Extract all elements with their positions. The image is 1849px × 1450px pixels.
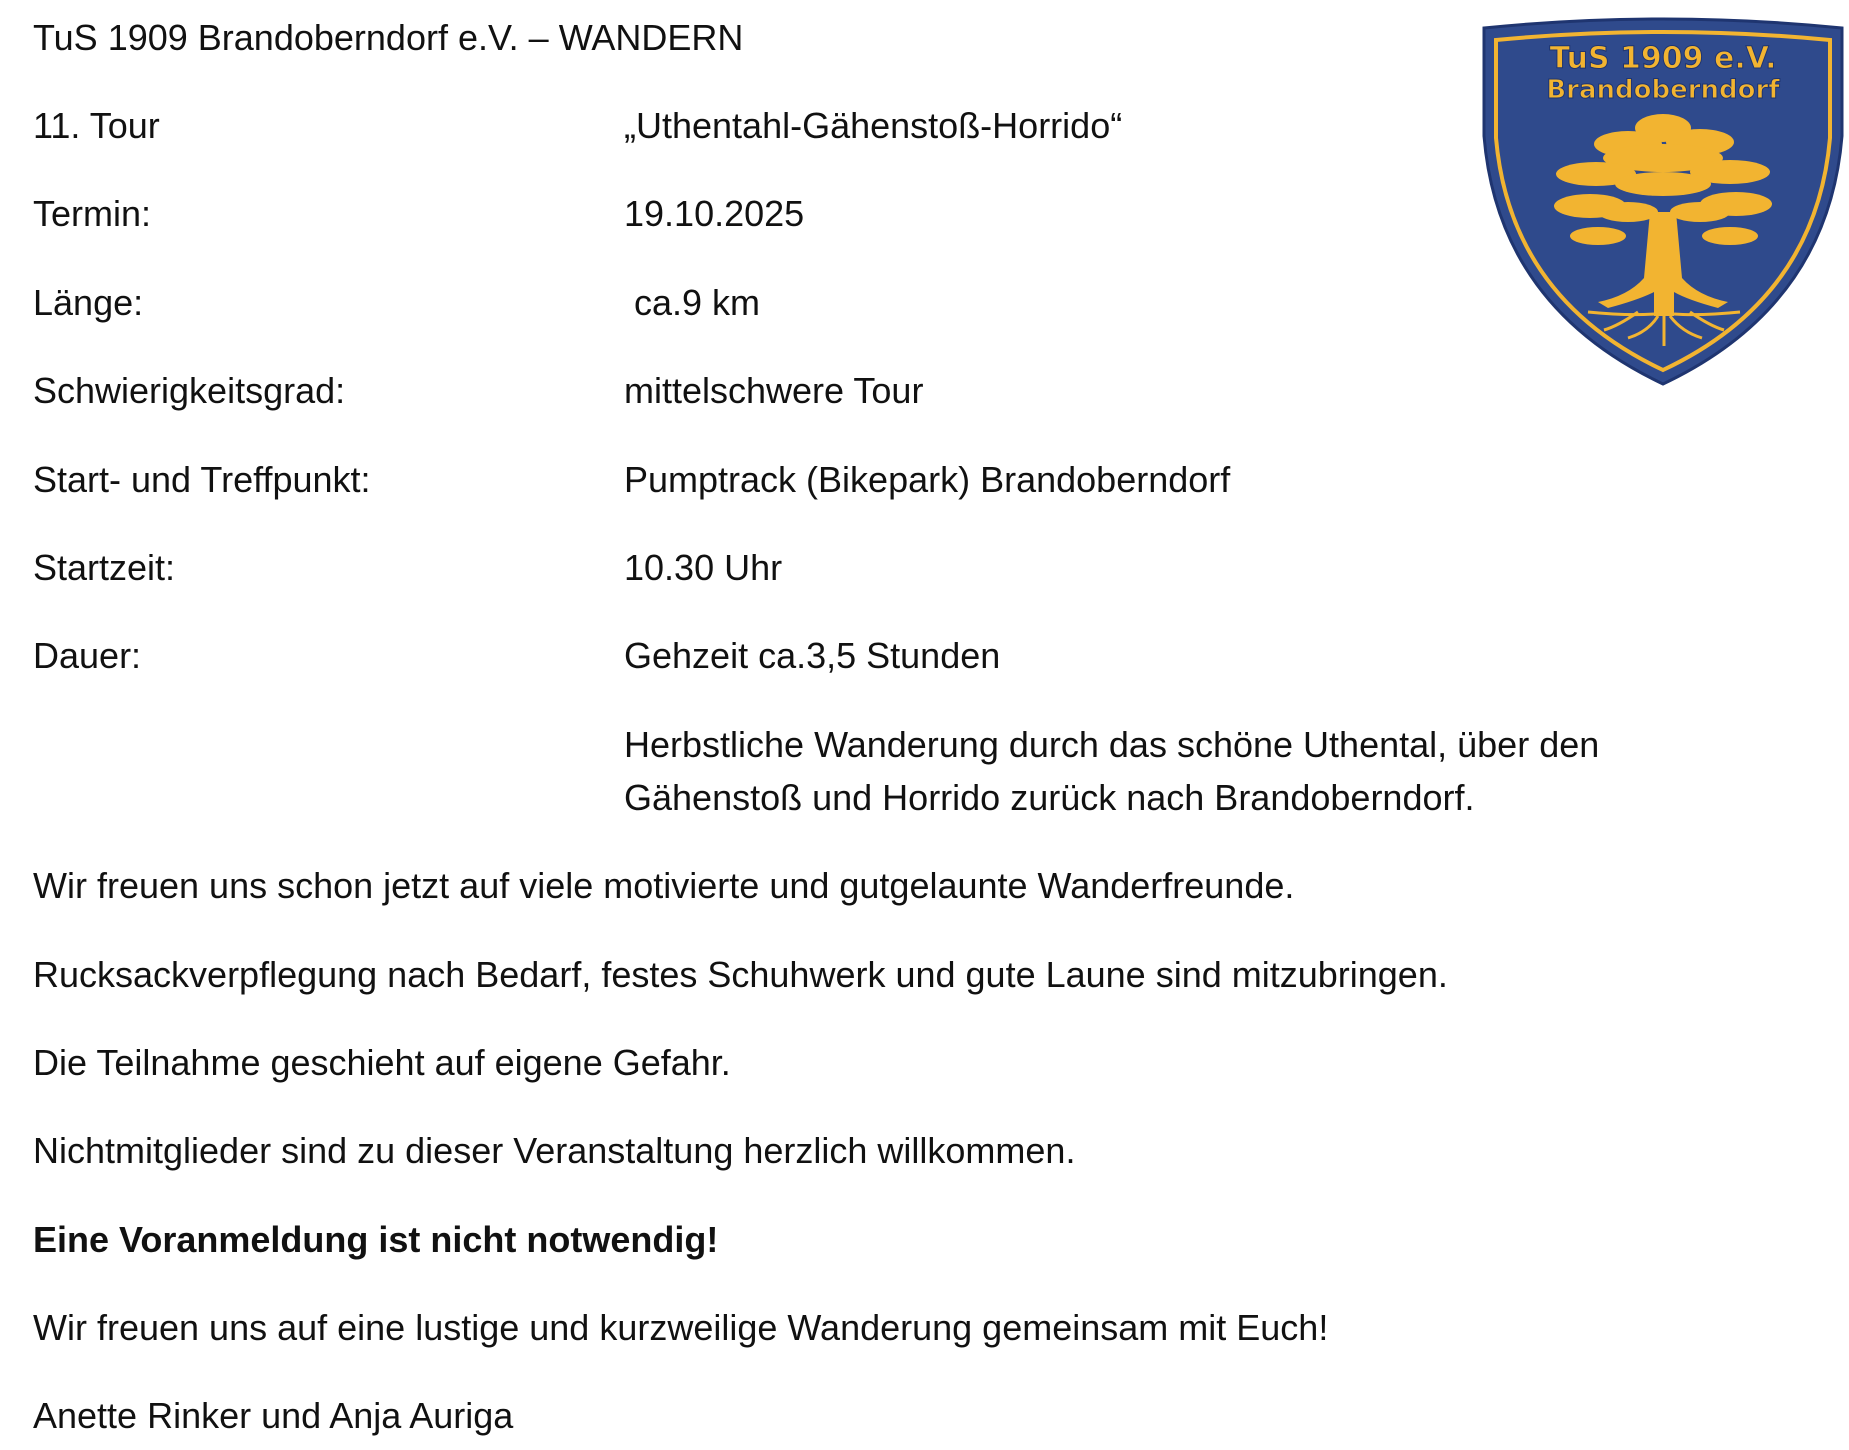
description-line-1: Herbstliche Wanderung durch das schöne Uthental, über den — [624, 724, 1600, 765]
document-title: TuS 1909 Brandoberndorf e.V. – WANDERN — [33, 17, 744, 58]
crest-text-line1: TuS 1909 e.V. — [1549, 41, 1777, 76]
detail-label-length: Länge: — [33, 282, 144, 323]
paragraph-liability: Die Teilnahme geschieht auf eigene Gefahr. — [33, 1042, 731, 1083]
paragraph-welcome: Wir freuen uns schon jetzt auf viele motivierte und gutgelaunte Wanderfreunde. — [33, 865, 1295, 906]
detail-label-duration: Dauer: — [33, 635, 142, 676]
signature: Anette Rinker und Anja Auriga — [33, 1395, 514, 1436]
detail-value-duration: Gehzeit ca.3,5 Stunden — [624, 635, 1001, 676]
detail-value-date: 19.10.2025 — [624, 193, 805, 234]
detail-value-tour: „Uthentahl-Gähenstoß-Horrido“ — [624, 105, 1123, 146]
detail-value-meeting-point: Pumptrack (Bikepark) Brandoberndorf — [624, 459, 1231, 500]
detail-label-date: Termin: — [33, 193, 152, 234]
description-line-2: Gähenstoß und Horrido zurück nach Brandoberndorf. — [624, 777, 1475, 818]
crest-text-line2: Brandoberndorf — [1546, 75, 1780, 105]
paragraph-non-members: Nichtmitglieder sind zu dieser Veranstaltung herzlich willkommen. — [33, 1130, 1076, 1171]
detail-label-start-time: Startzeit: — [33, 547, 176, 588]
paragraph-equipment: Rucksackverpflegung nach Bedarf, festes Schuhwerk und gute Laune sind mitzubringen. — [33, 954, 1448, 995]
paragraph-closing: Wir freuen uns auf eine lustige und kurzweilige Wanderung gemeinsam mit Euch! — [33, 1307, 1329, 1348]
detail-label-tour: 11. Tour — [33, 105, 160, 146]
detail-label-difficulty: Schwierigkeitsgrad: — [33, 370, 346, 411]
club-crest-logo — [1478, 16, 1848, 386]
club-crest-shield-icon — [1478, 16, 1848, 386]
notice-no-registration: Eine Voranmeldung ist nicht notwendig! — [33, 1219, 719, 1260]
detail-value-start-time: 10.30 Uhr — [624, 547, 783, 588]
detail-value-difficulty: mittelschwere Tour — [624, 370, 924, 411]
detail-label-meeting-point: Start- und Treffpunkt: — [33, 459, 371, 500]
detail-value-length: ca.9 km — [624, 282, 761, 323]
